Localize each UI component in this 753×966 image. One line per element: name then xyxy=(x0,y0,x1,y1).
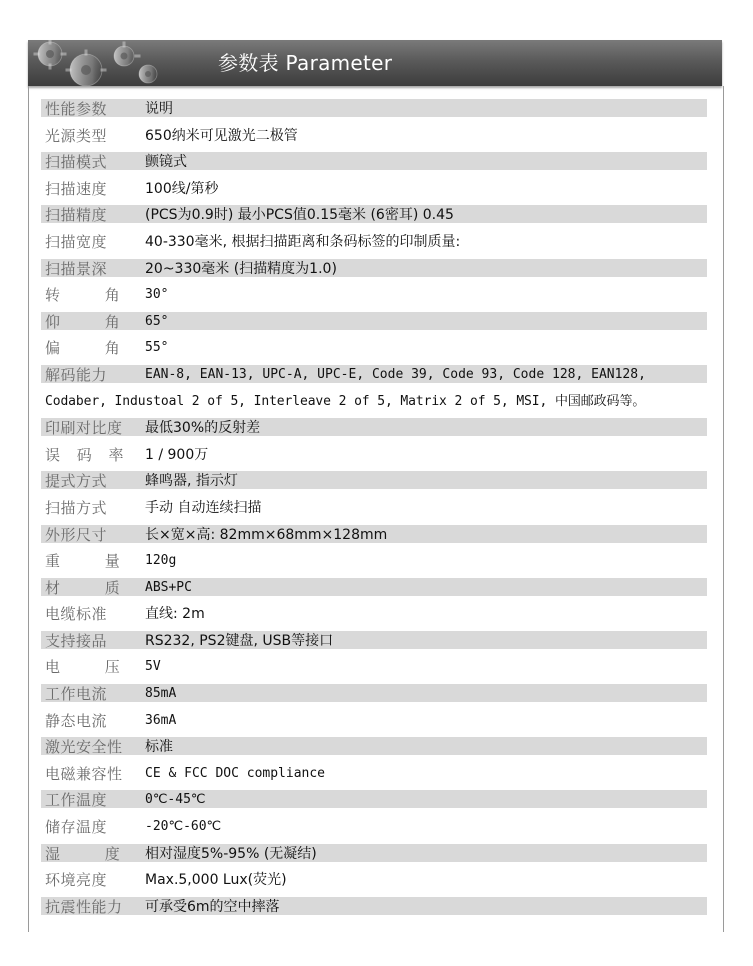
row-label: 材 质 xyxy=(45,578,140,597)
row-shading xyxy=(41,259,707,277)
row-label: 湿 度 xyxy=(45,844,140,863)
table-row xyxy=(41,548,719,575)
table-row xyxy=(41,123,719,150)
row-shading xyxy=(41,631,707,649)
table-row xyxy=(41,96,719,123)
table-row xyxy=(41,522,719,549)
row-value: 120g xyxy=(145,553,177,569)
row-value: 65° xyxy=(145,313,169,329)
row-label: 抗震性能力 xyxy=(45,897,123,916)
row-value: -20℃-60℃ xyxy=(145,819,222,835)
parameter-rows xyxy=(41,96,719,920)
row-value: 颤镜式 xyxy=(145,154,187,171)
row-value: 直线: 2m xyxy=(145,606,205,623)
row-value: 1 / 900万 xyxy=(145,446,209,463)
table-row xyxy=(41,229,719,256)
row-label: 扫描模式 xyxy=(45,153,108,172)
row-value: 蜂鸣器, 指示灯 xyxy=(145,473,238,490)
parameter-table xyxy=(28,86,724,932)
row-value: 说明 xyxy=(145,101,173,117)
row-shading xyxy=(41,844,707,862)
row-label: 扫描宽度 xyxy=(45,232,108,251)
row-label: 工作温度 xyxy=(45,791,108,810)
table-row xyxy=(41,814,719,841)
row-label: 转 角 xyxy=(45,286,140,305)
table-row xyxy=(41,628,719,655)
row-value: RS232, PS2键盘, USB等接口 xyxy=(145,632,334,649)
row-value: (PCS为0.9时) 最小PCS值0.15毫米 (6密耳) 0.45 xyxy=(145,207,454,224)
row-shading xyxy=(41,418,707,436)
table-row xyxy=(41,202,719,229)
row-label: 支持接品 xyxy=(45,631,108,650)
table-row xyxy=(41,734,719,761)
row-label: 扫描精度 xyxy=(45,206,108,225)
row-label: 解码能力 xyxy=(45,365,108,384)
row-value: 0℃-45℃ xyxy=(145,792,206,808)
row-value: CE & FCC DOC compliance xyxy=(145,765,326,781)
table-row xyxy=(41,575,719,602)
row-label: 误 码 率 xyxy=(45,445,130,464)
row-label: 提式方式 xyxy=(45,472,108,491)
row-label: 外形尺寸 xyxy=(45,525,108,544)
row-label: 偏 角 xyxy=(45,339,140,358)
row-label: 光源类型 xyxy=(45,126,108,145)
row-shading xyxy=(41,737,707,755)
table-row xyxy=(41,681,719,708)
table-row xyxy=(41,282,719,309)
row-value: 长×宽×高: 82mm×68mm×128mm xyxy=(145,526,388,543)
row-value: 标准 xyxy=(145,739,173,756)
table-row xyxy=(41,442,719,469)
table-row xyxy=(41,894,719,921)
table-row xyxy=(41,468,719,495)
row-label: 工作电流 xyxy=(45,685,108,704)
row-value: 20~330毫米 (扫描精度为1.0) xyxy=(145,260,337,277)
row-value: 可承受6m的空中摔落 xyxy=(145,898,280,915)
row-label: 印刷对比度 xyxy=(45,419,123,438)
row-label: 扫描景深 xyxy=(45,259,108,278)
row-label: 电磁兼容性 xyxy=(45,764,123,783)
table-row xyxy=(41,867,719,894)
row-shading xyxy=(41,312,707,330)
row-shading xyxy=(41,790,707,808)
row-continuation-text: Codaber, Industoal 2 of 5, Interleave 2 of 5, Matrix 2 of 5, MSI, 中国邮政码等。 xyxy=(45,393,646,409)
row-shading xyxy=(41,684,707,702)
row-shading xyxy=(41,99,707,117)
row-shading xyxy=(41,897,707,915)
table-row xyxy=(41,176,719,203)
row-shading xyxy=(41,152,707,170)
row-value: 30° xyxy=(145,287,169,303)
page-title: 参数表 Parameter xyxy=(218,51,393,75)
row-value: 650纳米可见激光二极管 xyxy=(145,127,298,144)
row-value: 最低30%的反射差 xyxy=(145,420,261,437)
row-value: 36mA xyxy=(145,712,177,728)
table-row xyxy=(41,761,719,788)
row-value: ABS+PC xyxy=(145,579,192,595)
row-label: 扫描方式 xyxy=(45,498,108,517)
row-value: Max.5,000 Lux(荧光) xyxy=(145,872,287,889)
table-row xyxy=(41,389,719,416)
gears-icon xyxy=(28,40,178,86)
table-row xyxy=(41,708,719,735)
table-row xyxy=(41,362,719,389)
row-shading xyxy=(41,471,707,489)
row-value: 手动 自动连续扫描 xyxy=(145,499,262,516)
table-row xyxy=(41,495,719,522)
row-value: EAN-8, EAN-13, UPC-A, UPC-E, Code 39, Code 93, Code 128, EAN128, xyxy=(145,366,646,382)
table-row xyxy=(41,841,719,868)
row-value: 相对湿度5%-95% (无凝结) xyxy=(145,845,317,862)
row-label: 重 量 xyxy=(45,552,140,571)
row-value: 5V xyxy=(145,659,161,675)
row-label: 扫描速度 xyxy=(45,179,108,198)
row-label: 电 压 xyxy=(45,658,140,677)
table-row xyxy=(41,787,719,814)
row-value: 100线/第秒 xyxy=(145,180,219,197)
row-shading xyxy=(41,578,707,596)
row-label: 激光安全性 xyxy=(45,738,123,757)
header-banner xyxy=(28,40,722,86)
row-value: 85mA xyxy=(145,686,177,702)
row-label: 环境亮度 xyxy=(45,871,108,890)
row-label: 电缆标准 xyxy=(45,605,108,624)
table-row xyxy=(41,415,719,442)
row-label: 静态电流 xyxy=(45,711,108,730)
table-row xyxy=(41,601,719,628)
table-row xyxy=(41,149,719,176)
table-row xyxy=(41,335,719,362)
row-label: 储存温度 xyxy=(45,818,108,837)
table-row xyxy=(41,256,719,283)
row-value: 40-330毫米, 根据扫描距离和条码标签的印制质量: xyxy=(145,233,461,250)
row-value: 55° xyxy=(145,340,169,356)
row-label: 仰 角 xyxy=(45,312,140,331)
row-label: 性能参数 xyxy=(45,100,108,118)
table-row xyxy=(41,309,719,336)
table-row xyxy=(41,654,719,681)
